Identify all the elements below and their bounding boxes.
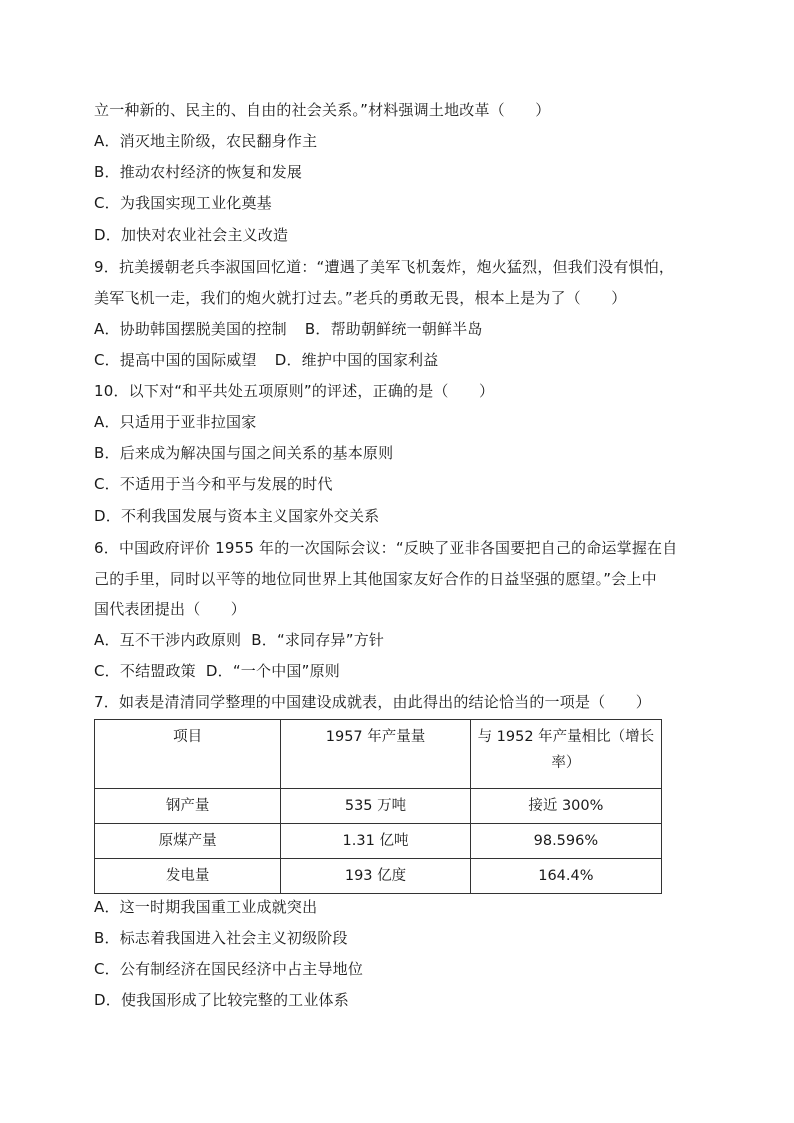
q6-option-d: D．“一个中国”原则 (205, 662, 340, 680)
table-cell: 发电量 (95, 859, 281, 894)
q10-option-c: C．不适用于当今和平与发展的时代 (94, 475, 333, 493)
table-row (95, 824, 662, 859)
q9-option-c: C．提高中国的国际威望 (94, 351, 257, 369)
q9-option-a: A．协助韩国摆脱美国的控制 (94, 320, 287, 338)
question-6-stem-line-2: 己的手里，同时以平等的地位同世界上其他国家友好合作的日益坚强的愿望。”会上中 (94, 570, 657, 588)
question-9-stem-line-1: 9．抗美援朝老兵李淑国回忆道：“遭遇了美军飞机轰炸，炮火猛烈，但我们没有惧怕， (94, 258, 675, 276)
table-cell: 98.596% (470, 824, 661, 859)
table-header-cell: 项目 (95, 720, 281, 789)
question-10-stem: 10．以下对“和平共处五项原则”的评述，正确的是（ ） (94, 382, 495, 400)
table-cell: 1.31 亿吨 (281, 824, 471, 859)
q6-option-c: C．不结盟政策 (94, 662, 196, 680)
q8-option-d: D．加快对农业社会主义改造 (94, 226, 289, 244)
q7-option-d: D．使我国形成了比较完整的工业体系 (94, 991, 349, 1009)
table-cell: 164.4% (470, 859, 661, 894)
question-9-stem-line-2: 美军飞机一走，我们的炮火就打过去。”老兵的勇敢无畏，根本上是为了（ ） (94, 289, 627, 307)
q6-option-b: B．“求同存异”方针 (251, 631, 385, 649)
q9-option-d: D．维护中国的国家利益 (274, 351, 439, 369)
q10-option-d: D．不利我国发展与资本主义国家外交关系 (94, 507, 380, 525)
q10-option-b: B．后来成为解决国与国之间关系的基本原则 (94, 444, 394, 462)
q6-options-cd (94, 661, 340, 681)
table-cell: 原煤产量 (95, 824, 281, 859)
q8-option-c: C．为我国实现工业化奠基 (94, 194, 272, 212)
table-cell: 193 亿度 (281, 859, 471, 894)
q9-options-cd (94, 350, 438, 370)
table-row (95, 789, 662, 824)
q9-options-ab (94, 319, 483, 339)
table-header-cell: 与 1952 年产量相比（增长率） (470, 720, 661, 789)
table-cell: 钢产量 (95, 789, 281, 824)
q7-option-c: C．公有制经济在国民经济中占主导地位 (94, 960, 364, 978)
q7-option-b: B．标志着我国进入社会主义初级阶段 (94, 929, 348, 947)
question-8-stem-end: 立一种新的、民主的、自由的社会关系。”材料强调土地改革（ ） (94, 101, 551, 119)
question-6-stem-line-1: 6．中国政府评价 1955 年的一次国际会议：“反映了亚非各国要把自己的命运掌握在自 (94, 539, 678, 557)
table-header-cell: 1957 年产量量 (281, 720, 471, 789)
table-row (95, 859, 662, 894)
q9-option-b: B．帮助朝鲜统一朝鲜半岛 (304, 320, 483, 338)
q6-option-a: A．互不干涉内政原则 (94, 631, 242, 649)
question-6-stem-line-3: 国代表团提出（ ） (94, 600, 247, 618)
q8-option-b: B．推动农村经济的恢复和发展 (94, 163, 303, 181)
q6-options-ab (94, 630, 384, 650)
table-cell: 535 万吨 (281, 789, 471, 824)
q10-option-a: A．只适用于亚非拉国家 (94, 413, 257, 431)
question-7-stem: 7．如表是清清同学整理的中国建设成就表，由此得出的结论恰当的一项是（ ） (94, 693, 651, 711)
table-header-row (95, 720, 662, 789)
construction-achievements-table (94, 719, 662, 894)
table-cell: 接近 300% (470, 789, 661, 824)
q7-option-a: A．这一时期我国重工业成就突出 (94, 898, 318, 916)
q8-option-a: A．消灭地主阶级，农民翻身作主 (94, 132, 318, 150)
